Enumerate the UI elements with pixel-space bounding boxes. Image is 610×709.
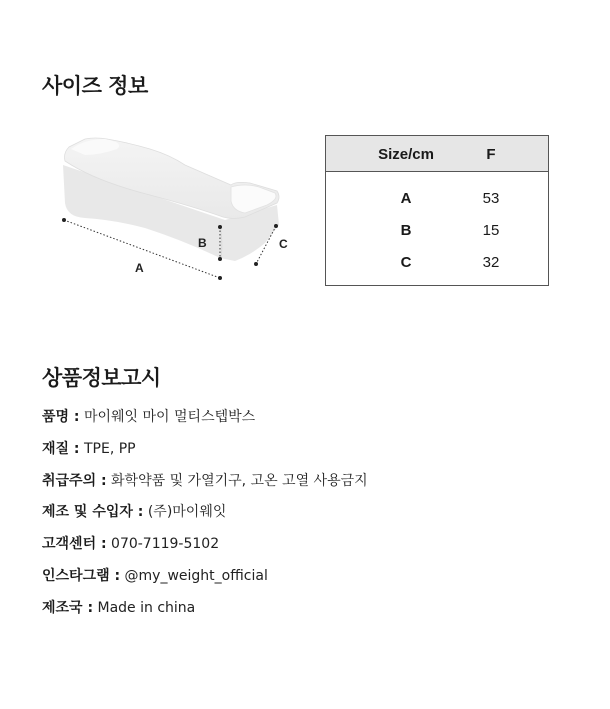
dimension-c-end bbox=[254, 262, 258, 266]
table-row bbox=[326, 182, 548, 214]
item-key: 재질 : bbox=[42, 440, 80, 457]
item-value: 070-7119-5102 bbox=[111, 536, 220, 553]
row-label: C bbox=[400, 254, 412, 271]
size-table bbox=[325, 135, 549, 286]
dimension-a-label: A bbox=[135, 261, 144, 275]
dimension-a-end bbox=[218, 276, 222, 280]
step-box-diagram bbox=[55, 125, 300, 285]
item-key: 취급주의 : bbox=[42, 472, 107, 489]
item-key: 제조국 : bbox=[42, 599, 94, 616]
row-value: 15 bbox=[482, 222, 500, 239]
list-item bbox=[42, 438, 368, 470]
size-table-header bbox=[326, 136, 548, 172]
header-f: F bbox=[486, 146, 496, 163]
item-key: 고객센터 : bbox=[42, 536, 107, 553]
size-info-title: 사이즈 정보 bbox=[42, 74, 148, 98]
list-item bbox=[42, 501, 368, 533]
item-value: (주)마이웨잇 bbox=[147, 504, 227, 521]
table-row bbox=[326, 214, 548, 246]
size-table-body bbox=[326, 172, 548, 278]
item-value: 화학약품 및 가열기구, 고온 고열 사용금지 bbox=[111, 472, 368, 489]
item-value: 마이웨잇 마이 멀티스텝박스 bbox=[83, 409, 256, 425]
dimension-b-start bbox=[218, 225, 222, 229]
list-item bbox=[42, 565, 368, 597]
header-size-cm: Size/cm bbox=[378, 146, 434, 163]
dimension-b-end bbox=[218, 257, 222, 261]
dimension-c-start bbox=[274, 224, 278, 228]
list-item bbox=[42, 597, 368, 629]
dimension-a-start bbox=[62, 218, 66, 222]
product-info-list bbox=[42, 406, 368, 629]
list-item bbox=[42, 406, 368, 438]
dimension-c-label: C bbox=[279, 237, 288, 251]
item-key: 제조 및 수입자 : bbox=[42, 504, 144, 521]
product-info-title: 상품정보고시 bbox=[42, 366, 161, 390]
item-key: 품명 : bbox=[42, 409, 80, 425]
row-label: B bbox=[400, 222, 412, 239]
row-value: 53 bbox=[482, 190, 500, 207]
row-label: A bbox=[400, 190, 412, 207]
dimension-b-label: B bbox=[198, 236, 207, 250]
item-value: @my_weight_official bbox=[124, 567, 268, 584]
item-key: 인스타그램 : bbox=[42, 567, 121, 584]
list-item bbox=[42, 470, 368, 502]
item-value: TPE, PP bbox=[83, 440, 136, 457]
list-item bbox=[42, 533, 368, 565]
table-row bbox=[326, 246, 548, 278]
item-value: Made in china bbox=[97, 599, 196, 616]
row-value: 32 bbox=[482, 254, 500, 271]
